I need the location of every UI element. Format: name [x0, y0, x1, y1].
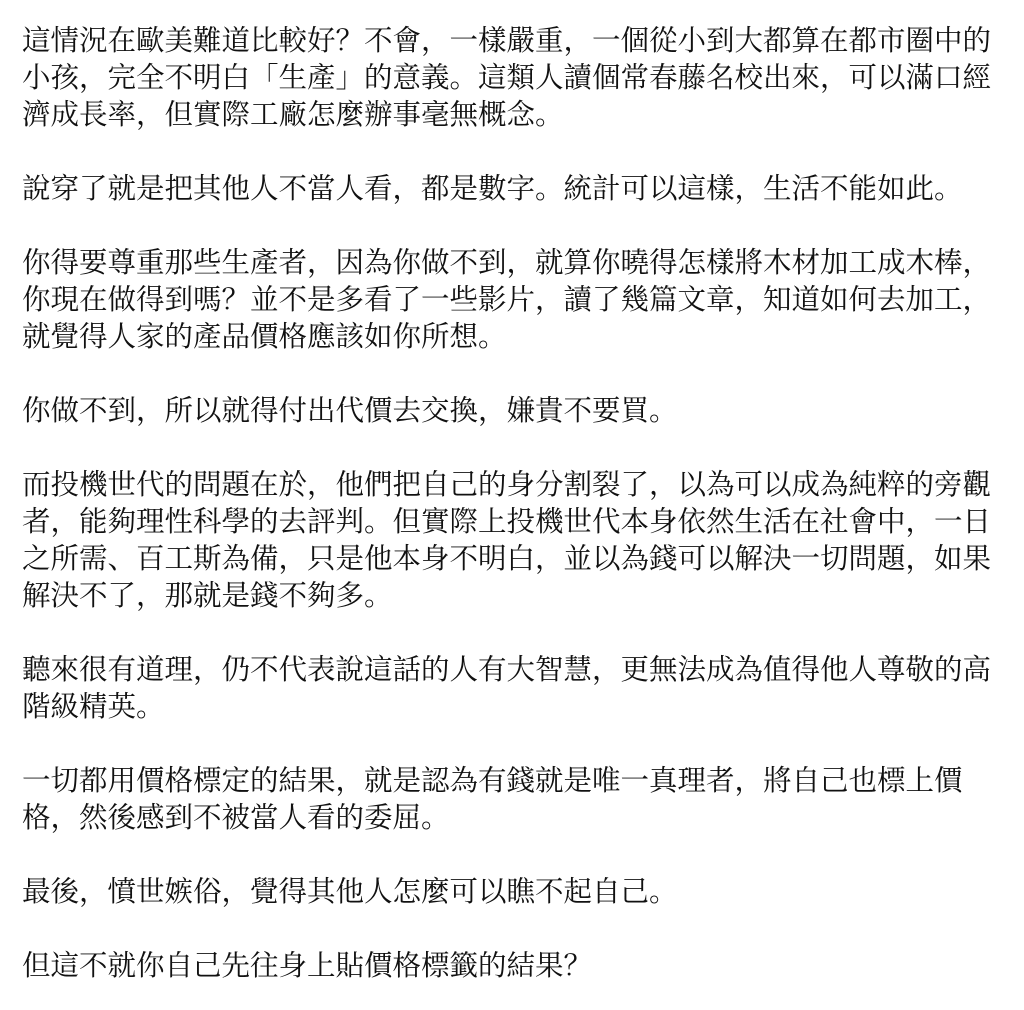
- paragraph-2: 說穿了就是把其他人不當人看，都是數字。統計可以這樣，生活不能如此。: [22, 172, 963, 205]
- paragraph-9: 但這不就你自己先往身上貼價格標籤的結果？: [22, 949, 593, 982]
- paragraph-6: 聽來很有道理，仍不代表說這話的人有大智慧，更無法成為值得他人尊敬的高階級精英。: [22, 653, 992, 723]
- paragraph-4: 你做不到，所以就得付出代價去交換，嫌貴不要買。: [22, 394, 678, 427]
- paragraph-7: 一切都用價格標定的結果，就是認為有錢就是唯一真理者，將自己也標上價格，然後感到不被當人看的委屈。: [22, 764, 963, 834]
- paragraph-5: 而投機世代的問題在於，他們把自己的身分割裂了，以為可以成為純粹的旁觀者，能夠理性科學的去評判。但實際上投機世代本身依然生活在社會中，一日之所需、百工斯為備，只是他本身不明白，並以為錢可以解決一切問題，如果解決不了，那就是錢不夠多。: [22, 468, 992, 612]
- paragraph-1: 這情況在歐美難道比較好？不會，一樣嚴重，一個從小到大都算在都市圈中的小孩，完全不明白「生產」的意義。這類人讀個常春藤名校出來，可以滿口經濟成長率，但實際工廠怎麼辦事毫無概念。: [22, 24, 992, 131]
- paragraph-3: 你得要尊重那些生產者，因為你做不到，就算你曉得怎樣將木材加工成木棒，你現在做得到嗎？並不是多看了一些影片，讀了幾篇文章，知道如何去加工，就覺得人家的產品價格應該如你所想。: [22, 246, 992, 353]
- paragraph-8: 最後，憤世嫉俗，覺得其他人怎麼可以瞧不起自己。: [22, 875, 678, 908]
- post-body: [22, 22, 1007, 984]
